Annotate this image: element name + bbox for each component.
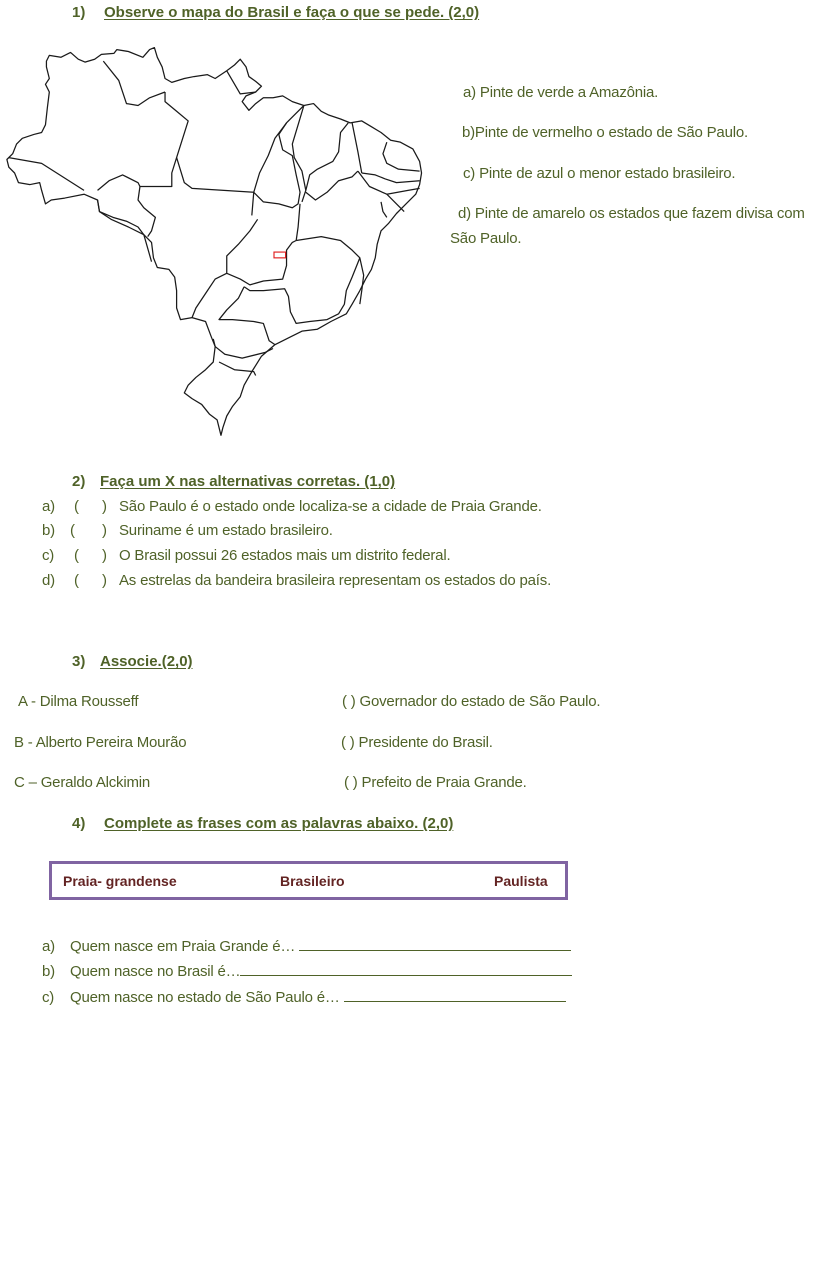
instruction-b: b)Pinte de vermelho o estado de São Paulo. <box>462 124 748 141</box>
answer-blank[interactable] <box>240 961 572 976</box>
border-ap <box>227 71 256 94</box>
border-pr <box>213 339 273 358</box>
question-title: Faça um X nas alternativas corretas. (1,0) <box>100 473 396 490</box>
checkbox-close: ) <box>102 522 107 539</box>
item-letter: c) <box>42 547 55 564</box>
word-bank-box <box>49 861 568 900</box>
item-letter: c) <box>42 989 55 1006</box>
sentence-text: Quem nasce no Brasil é… <box>70 963 241 980</box>
checkbox-close: ) <box>102 498 107 515</box>
question-number: 2) <box>72 473 86 490</box>
question-2-heading <box>72 473 395 490</box>
instruction-d: d) Pinte de amarelo os estados que fazem divisa com <box>458 205 805 222</box>
question-number: 3) <box>72 653 86 670</box>
item-letter: b) <box>42 522 55 539</box>
q2-item-c <box>42 547 450 564</box>
sentence-text: Quem nasce no estado de São Paulo é… <box>70 989 344 1006</box>
word-bank-item-2: Brasileiro <box>280 873 345 889</box>
instruction-c: c) Pinte de azul o menor estado brasileiro. <box>463 165 736 182</box>
instruction-d-cont: São Paulo. <box>450 230 522 247</box>
checkbox-open[interactable]: ( <box>74 547 79 564</box>
border-mg <box>244 237 360 324</box>
q2-item-a <box>42 498 542 515</box>
item-text: O Brasil possui 26 estados mais um distrito federal. <box>119 547 451 564</box>
q3-right-1[interactable]: ( ) Governador do estado de São Paulo. <box>342 693 601 710</box>
border-al-se <box>387 194 404 211</box>
word-bank-item-1: Praia- grandense <box>63 873 177 889</box>
item-letter: a) <box>42 498 55 515</box>
item-text: Suriname é um estado brasileiro. <box>119 522 333 539</box>
brazil-map <box>0 38 440 443</box>
item-text: As estrelas da bandeira brasileira representam os estados do país. <box>119 572 552 589</box>
instruction-a: a) Pinte de verde a Amazônia. <box>463 84 659 101</box>
q3-left-c: C – Geraldo Alckimin <box>14 774 151 791</box>
answer-blank[interactable] <box>344 987 566 1002</box>
border-go-ba <box>296 204 300 241</box>
checkbox-open[interactable]: ( <box>70 522 75 539</box>
question-title: Associe.(2,0) <box>100 653 193 670</box>
question-number: 1) <box>72 4 86 21</box>
border-al <box>381 202 387 217</box>
q4-sentence-a <box>42 936 571 955</box>
question-4-heading <box>72 815 453 832</box>
checkbox-close: ) <box>102 572 107 589</box>
border-mt-ro <box>138 187 155 237</box>
border-am <box>9 158 84 191</box>
border-pb <box>362 173 420 183</box>
border-ba-pi <box>306 171 358 200</box>
border-ro <box>98 200 152 262</box>
item-letter: a) <box>42 938 55 955</box>
q3-left-a: A - Dilma Rousseff <box>18 693 139 710</box>
q4-sentence-b <box>42 961 572 980</box>
distrito-federal-marker <box>274 252 286 258</box>
border-ms <box>192 273 227 317</box>
border-pe <box>358 171 420 194</box>
q3-left-b: B - Alberto Pereira Mourão <box>14 734 187 751</box>
q3-right-3[interactable]: ( ) Prefeito de Praia Grande. <box>344 774 527 791</box>
question-3-heading <box>72 653 193 670</box>
border-es-mg <box>360 258 364 304</box>
question-title: Complete as frases com as palavras abaixo. (2,0) <box>104 815 454 832</box>
q4-sentence-c <box>42 987 566 1006</box>
border-ac-ro <box>98 175 140 190</box>
brazil-outline <box>7 48 422 436</box>
word-bank-item-3: Paulista <box>494 873 548 889</box>
item-letter: d) <box>42 572 55 589</box>
q2-item-d <box>42 572 551 589</box>
item-letter: b) <box>42 963 55 980</box>
border-sp <box>219 287 275 345</box>
question-1-heading <box>72 4 479 21</box>
sentence-text: Quem nasce em Praia Grande é… <box>70 938 300 955</box>
border-pa <box>254 106 304 193</box>
question-number: 4) <box>72 815 86 832</box>
border-rr <box>103 61 165 105</box>
answer-blank[interactable] <box>299 936 571 951</box>
q2-item-b <box>42 522 333 539</box>
border-pa-mt <box>177 158 254 193</box>
checkbox-open[interactable]: ( <box>74 498 79 515</box>
border-rn <box>383 142 420 171</box>
checkbox-close: ) <box>102 547 107 564</box>
question-title: Observe o mapa do Brasil e faça o que se pede. (2,0) <box>104 4 480 21</box>
border-ce <box>352 123 362 173</box>
checkbox-open[interactable]: ( <box>74 572 79 589</box>
q3-right-2[interactable]: ( ) Presidente do Brasil. <box>341 734 493 751</box>
item-text: São Paulo é o estado onde localiza-se a cidade de Praia Grande. <box>119 498 542 515</box>
